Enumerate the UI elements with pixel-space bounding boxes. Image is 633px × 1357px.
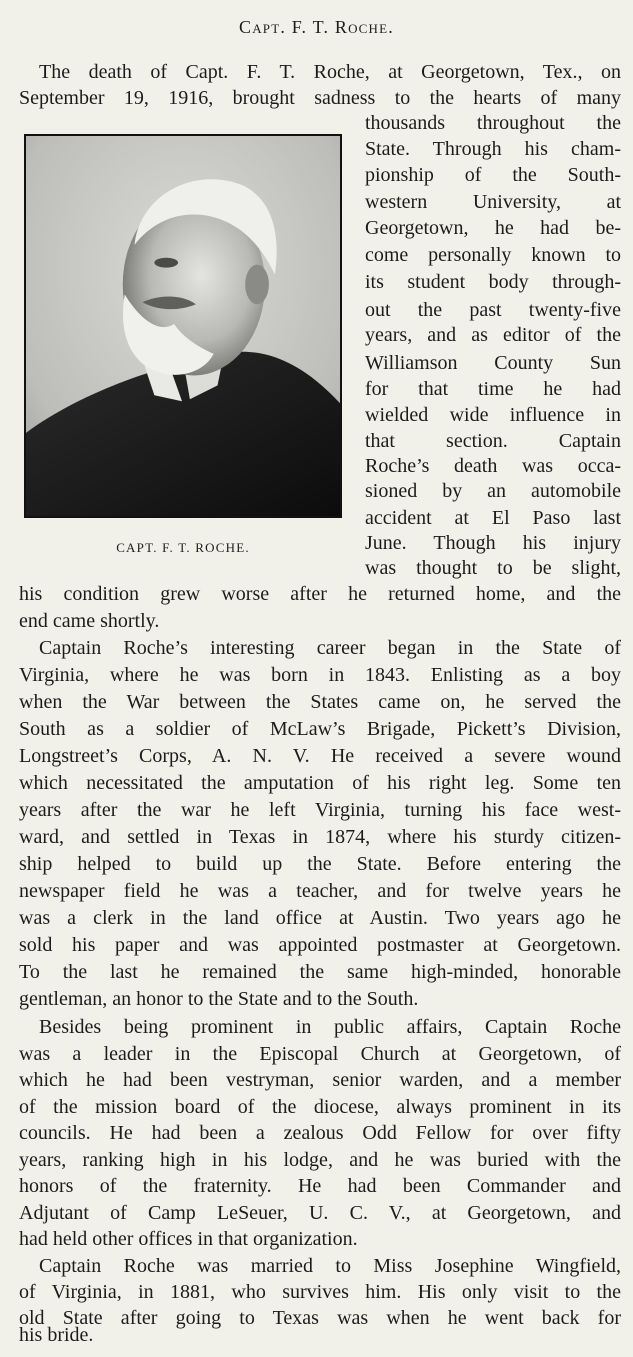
text-line: The death of Capt. F. T. Roche, at Georgetown, Tex., on (39, 61, 621, 83)
text-line: accident at El Paso last (365, 507, 621, 529)
text-line: years, and as editor of the (365, 324, 621, 346)
text-line: was a clerk in the land office at Austin. Two years ago he (19, 907, 621, 929)
text-line: out the past twenty-five (365, 299, 621, 321)
text-line: Besides being prominent in public affairs, Captain Roche (39, 1016, 621, 1038)
text-line: South as a soldier of McLaw’s Brigade, Pickett’s Division, (19, 718, 621, 740)
portrait-photo (24, 134, 342, 518)
text-line: years after the war he left Virginia, turning his face west- (19, 799, 621, 821)
text-line: sold his paper and was appointed postmaster at Georgetown. (19, 934, 621, 956)
text-line: that section. Captain (365, 430, 621, 452)
text-line: Williamson County Sun (365, 352, 621, 374)
text-line: his condition grew worse after he returned home, and the (19, 583, 621, 605)
portrait-image (26, 136, 340, 516)
text-line: had held other offices in that organization. (19, 1228, 358, 1250)
text-line: its student body through- (365, 271, 621, 293)
text-line: come personally known to (365, 244, 621, 266)
text-line: his bride. (19, 1324, 94, 1346)
text-line: Roche’s death was occa- (365, 455, 621, 477)
text-line: Captain Roche’s interesting career began in the State of (39, 637, 621, 659)
text-line: end came shortly. (19, 610, 160, 632)
text-line: when the War between the States came on, he served the (19, 691, 621, 713)
text-line: thousands throughout the (365, 112, 621, 134)
text-line: Captain Roche was married to Miss Josephine Wingfield, (39, 1255, 621, 1277)
text-line: western University, at (365, 191, 621, 213)
article-title: Capt. F. T. Roche. (239, 17, 394, 37)
text-line: councils. He had been a zealous Odd Fellow for over fifty (19, 1122, 621, 1144)
text-line: State. Through his cham- (365, 138, 621, 160)
text-line: pionship of the South- (365, 164, 621, 186)
text-line: for that time he had (365, 378, 621, 400)
text-line: September 19, 1916, brought sadness to the hearts of many (19, 87, 621, 109)
photo-caption: CAPT. F. T. ROCHE. (116, 540, 250, 555)
text-line: June. Though his injury (365, 532, 621, 554)
text-line: Adjutant of Camp LeSeuer, U. C. V., at Georgetown, and (19, 1202, 621, 1224)
text-line: of the mission board of the diocese, always prominent in its (19, 1096, 621, 1118)
text-line: old State after going to Texas was when he went back for (19, 1307, 621, 1329)
text-line: gentleman, an honor to the State and to the South. (19, 988, 419, 1010)
text-line: years, ranking high in his lodge, and he was buried with the (19, 1149, 621, 1171)
text-line: ward, and settled in Texas in 1874, where his sturdy citizen- (19, 826, 621, 848)
text-line: ship helped to build up the State. Before entering the (19, 853, 621, 875)
text-line: was thought to be slight, (365, 557, 621, 579)
text-line: which he had been vestryman, senior warden, and a member (19, 1069, 621, 1091)
text-line: was a leader in the Episcopal Church at Georgetown, of (19, 1043, 621, 1065)
text-line: of Virginia, in 1881, who survives him. His only visit to the (19, 1281, 621, 1303)
text-line: wielded wide influence in (365, 404, 621, 426)
text-line: which necessitated the amputation of his right leg. Some ten (19, 772, 621, 794)
text-line: To the last he remained the same high-minded, honorable (19, 961, 621, 983)
text-line: newspaper field he was a teacher, and for twelve years he (19, 880, 621, 902)
text-line: sioned by an automobile (365, 480, 621, 502)
text-line: Virginia, where he was born in 1843. Enlisting as a boy (19, 664, 621, 686)
text-line: honors of the fraternity. He had been Commander and (19, 1175, 621, 1197)
text-line: Longstreet’s Corps, A. N. V. He received a severe wound (19, 745, 621, 767)
text-line: Georgetown, he had be- (365, 217, 621, 239)
